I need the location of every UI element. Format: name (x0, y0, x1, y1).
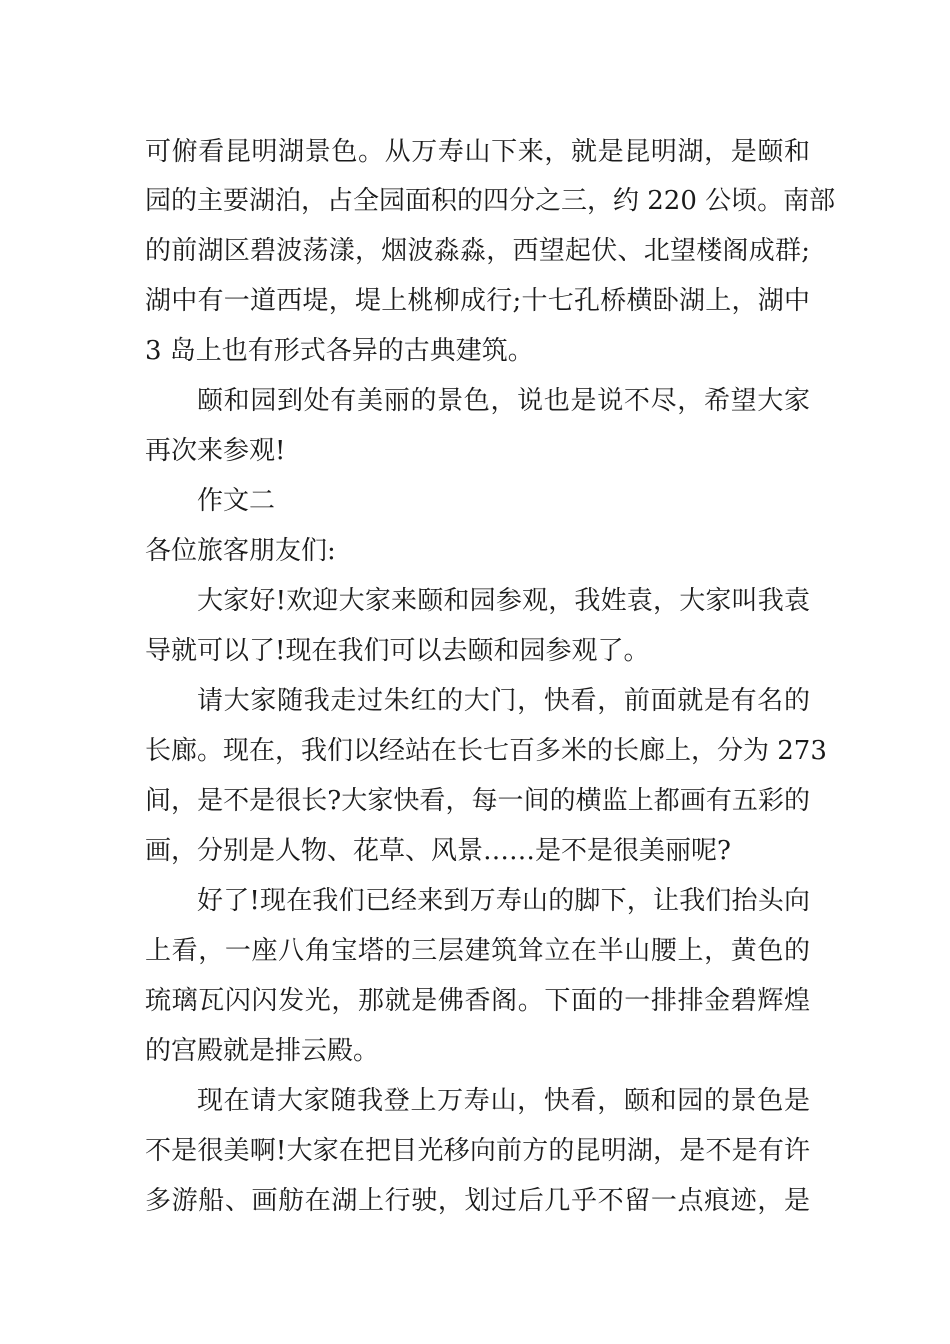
text-line: 大家好!欢迎大家来颐和园参观，我姓袁，大家叫我袁 (197, 586, 810, 616)
text-line: 园的主要湖泊，占全园面积的四分之三，约 220 公顷。南部 (145, 186, 836, 216)
text-line: 的前湖区碧波荡漾，烟波淼淼，西望起伏、北望楼阁成群; (145, 236, 810, 266)
text-line: 上看，一座八角宝塔的三层建筑耸立在半山腰上，黄色的 (145, 936, 810, 966)
text-line: 可俯看昆明湖景色。从万寿山下来，就是昆明湖，是颐和 (145, 137, 810, 167)
text-line: 颐和园到处有美丽的景色，说也是说不尽，希望大家 (197, 386, 810, 416)
text-line: 好了!现在我们已经来到万寿山的脚下，让我们抬头向 (197, 886, 810, 916)
section-heading: 作文二 (197, 486, 276, 516)
text-line: 再次来参观! (145, 436, 286, 466)
text-line: 的宫殿就是排云殿。 (145, 1036, 380, 1066)
text-line: 现在请大家随我登上万寿山，快看，颐和园的景色是 (197, 1086, 810, 1116)
text-line: 琉璃瓦闪闪发光，那就是佛香阁。下面的一排排金碧辉煌 (145, 986, 810, 1016)
text-line: 3 岛上也有形式各异的古典建筑。 (145, 336, 534, 366)
text-line: 多游船、画舫在湖上行驶，划过后几乎不留一点痕迹，是 (145, 1186, 810, 1216)
text-line: 不是很美啊!大家在把目光移向前方的昆明湖，是不是有许 (145, 1136, 810, 1166)
text-line: 间，是不是很长?大家快看，每一间的横监上都画有五彩的 (145, 786, 810, 816)
text-line: 请大家随我走过朱红的大门，快看，前面就是有名的 (197, 686, 810, 716)
text-line: 导就可以了!现在我们可以去颐和园参观了。 (145, 636, 650, 666)
text-line: 各位旅客朋友们: (145, 536, 336, 566)
text-line: 长廊。现在，我们以经站在长七百多米的长廊上，分为 273 (145, 736, 827, 766)
text-line: 湖中有一道西堤，堤上桃柳成行;十七孔桥横卧湖上，湖中 (145, 286, 810, 316)
text-line: 画，分别是人物、花草、风景……是不是很美丽呢? (145, 836, 731, 866)
